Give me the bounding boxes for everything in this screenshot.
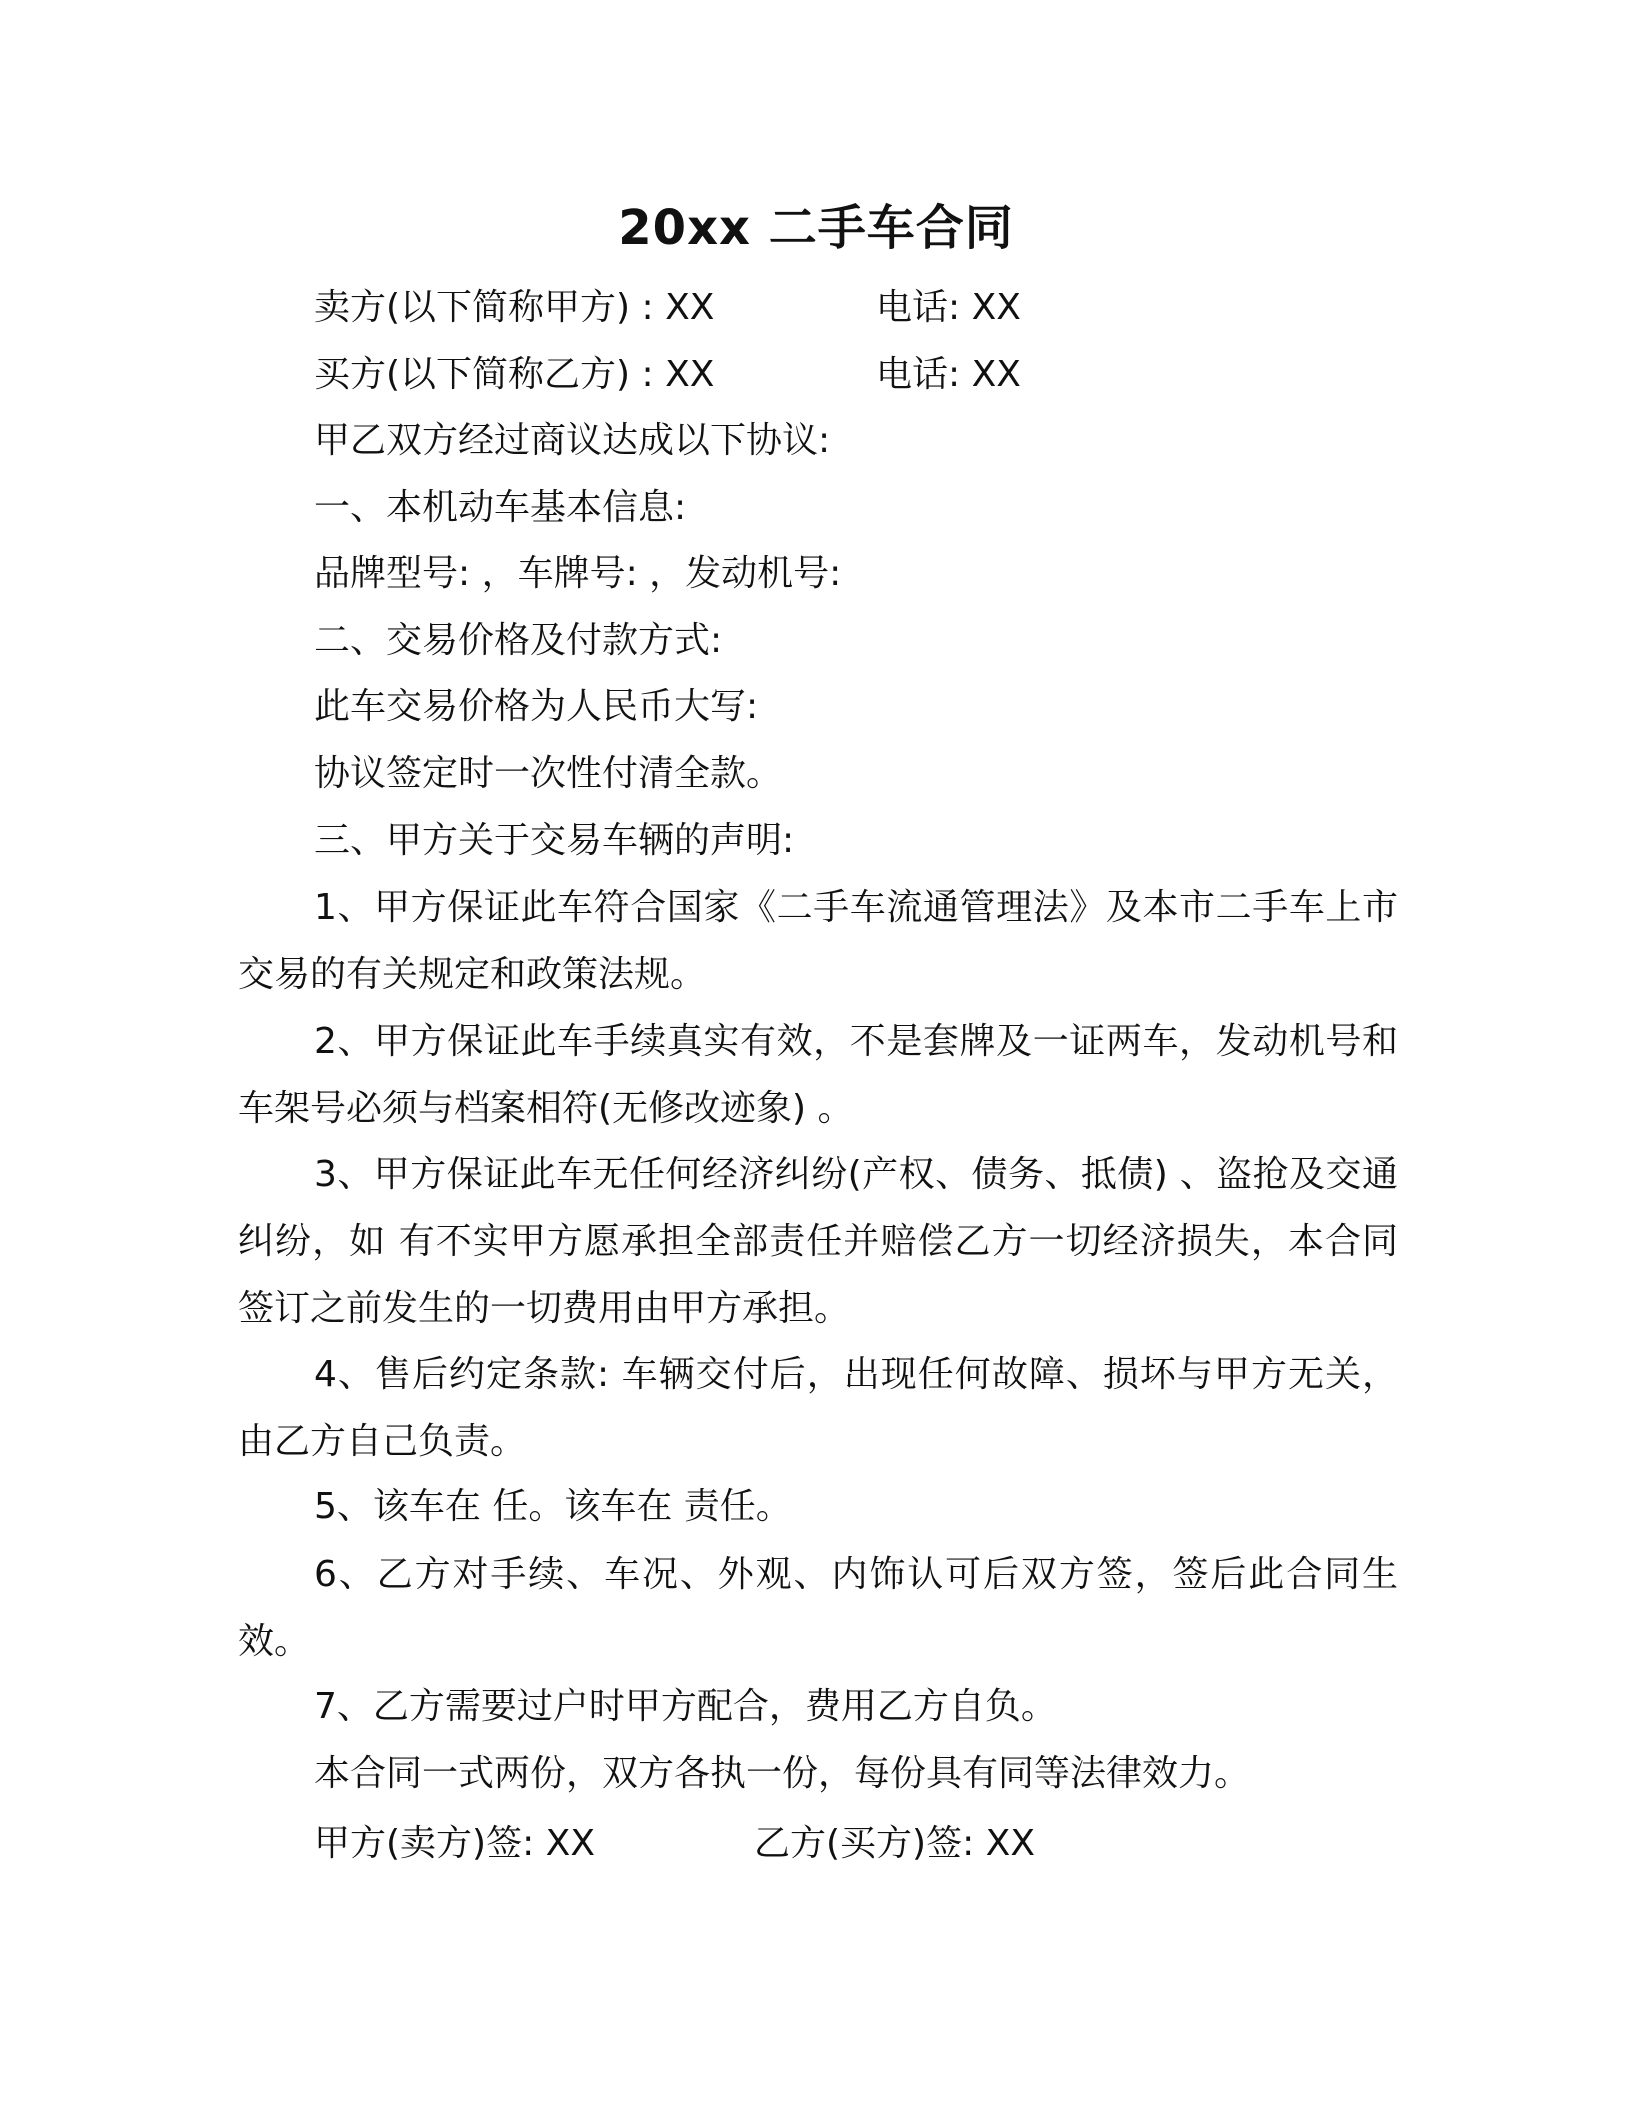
buyer-phone: 电话: XX — [876, 354, 1021, 395]
seller-line — [314, 283, 1021, 333]
clause-6: 6、乙方对手续、车况、外观、内饰认可后双方签，签后此合同生效。 — [238, 1554, 1398, 1662]
seller-phone: 电话: XX — [876, 287, 1021, 328]
payment-line: 协议签定时一次性付清全款。 — [314, 753, 783, 794]
clause-5: 5、该车在 任。该车在 责任。 — [314, 1486, 792, 1527]
signature-line — [314, 1819, 1035, 1869]
buyer-line — [314, 350, 1021, 400]
clause-3: 3、甲方保证此车无任何经济纠纷(产权、债务、抵债) 、盗抢及交通纠纷，如 有不实甲方愿承担全部责任并赔偿乙方一切经济损失，本合同签订之前发生的一切费用由甲方承担。 — [238, 1154, 1398, 1329]
signature-party-b: 乙方(买方)签: XX — [754, 1823, 1035, 1864]
closing-text: 本合同一式两份，双方各执一份，每份具有同等法律效力。 — [314, 1753, 1251, 1794]
seller-label: 卖方(以下简称甲方) : XX — [314, 287, 715, 328]
clause-1: 1、甲方保证此车符合国家《二手车流通管理法》及本市二手车上市交易的有关规定和政策法规。 — [238, 887, 1398, 995]
intro-text: 甲乙双方经过商议达成以下协议: — [314, 420, 831, 461]
section1-heading: 一、本机动车基本信息: — [314, 487, 687, 528]
document-title: 20xx 二手车合同 — [618, 200, 1014, 256]
section2-heading: 二、交易价格及付款方式: — [314, 620, 723, 661]
clause-7: 7、乙方需要过户时甲方配合，费用乙方自负。 — [314, 1686, 1057, 1727]
signature-party-a: 甲方(卖方)签: XX — [314, 1823, 595, 1864]
vehicle-info-line: 品牌型号: ，车牌号: ，发动机号: — [314, 553, 842, 594]
price-line: 此车交易价格为人民币大写: — [314, 686, 759, 727]
clause-4: 4、售后约定条款: 车辆交付后，出现任何故障、损坏与甲方无关，由乙方自己负责。 — [238, 1354, 1398, 1462]
buyer-label: 买方(以下简称乙方) : XX — [314, 354, 715, 395]
clause-2: 2、甲方保证此车手续真实有效，不是套牌及一证两车，发动机号和车架号必须与档案相符(无修改迹象) 。 — [238, 1021, 1398, 1129]
section3-heading: 三、甲方关于交易车辆的声明: — [314, 820, 795, 861]
